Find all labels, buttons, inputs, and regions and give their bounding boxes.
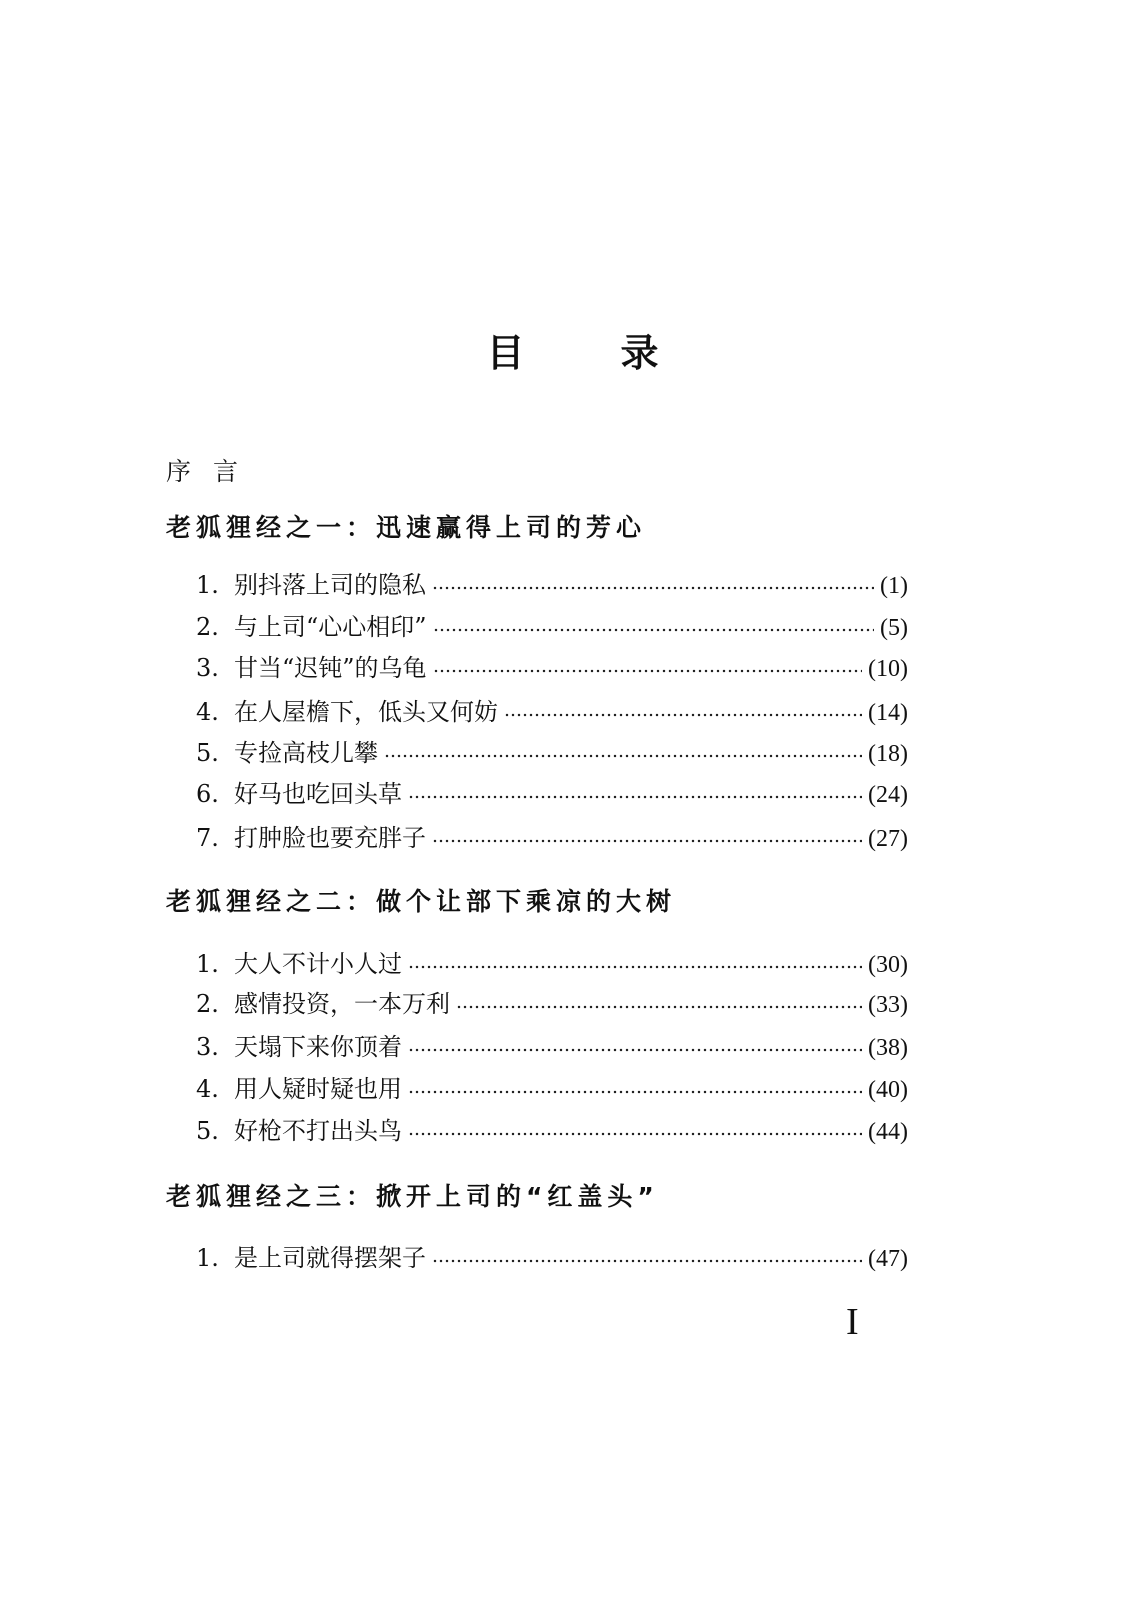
dot-leader <box>504 698 862 718</box>
entry-title: 天塌下来你顶着 <box>234 1033 402 1061</box>
toc-entry[interactable] <box>196 774 908 808</box>
entry-title: 好枪不打出头鸟 <box>234 1117 402 1145</box>
entry-page: (33) <box>868 992 908 1018</box>
section-heading-2[interactable]: 老狐狸经之二：做个让部下乘凉的大树 <box>166 887 677 916</box>
page-title <box>0 322 1145 377</box>
entry-page: (30) <box>868 952 908 978</box>
toc-entry[interactable] <box>196 565 908 599</box>
entry-number: 2. <box>196 613 219 641</box>
entry-number: 6. <box>196 780 219 808</box>
dot-leader <box>408 1075 862 1095</box>
entry-number: 1. <box>196 950 219 978</box>
entry-page: (47) <box>868 1246 908 1272</box>
entry-page: (44) <box>868 1119 908 1145</box>
dot-leader <box>432 824 862 844</box>
entry-page: (10) <box>868 656 908 682</box>
dot-leader <box>456 990 862 1010</box>
dot-leader <box>408 1117 862 1137</box>
dot-leader <box>408 1033 862 1053</box>
entry-title: 在人屋檐下，低头又何妨 <box>234 698 498 726</box>
entry-page: (27) <box>868 826 908 852</box>
section-heading-3[interactable]: 老狐狸经之三：掀开上司的“红盖头” <box>166 1182 659 1211</box>
entry-number: 2. <box>196 990 219 1018</box>
toc-entry[interactable] <box>196 1027 908 1061</box>
entry-title: 感情投资，一本万利 <box>234 990 450 1018</box>
preface-entry[interactable]: 序言 <box>166 457 261 486</box>
dot-leader <box>384 739 862 759</box>
entry-number: 1. <box>196 571 219 599</box>
entry-title: 用人疑时疑也用 <box>234 1075 402 1103</box>
entry-title: 专捡高枝儿攀 <box>234 739 378 767</box>
toc-entry[interactable] <box>196 984 908 1018</box>
toc-entry[interactable] <box>196 607 908 641</box>
toc-entry[interactable] <box>196 818 908 852</box>
entry-title: 好马也吃回头草 <box>234 780 402 808</box>
dot-leader <box>432 1244 862 1264</box>
dot-leader <box>408 950 862 970</box>
entry-number: 4. <box>196 698 219 726</box>
dot-leader <box>408 780 862 800</box>
entry-page: (40) <box>868 1077 908 1103</box>
dot-leader <box>432 571 874 591</box>
entry-title: 与上司“心心相印” <box>234 613 427 641</box>
entry-number: 3. <box>196 654 219 682</box>
entry-page: (1) <box>880 573 908 599</box>
entry-title: 是上司就得摆架子 <box>234 1244 426 1272</box>
toc-entry[interactable] <box>196 1238 908 1272</box>
entry-title: 甘当“迟钝”的乌龟 <box>234 654 427 682</box>
entry-number: 5. <box>196 739 219 767</box>
entry-page: (18) <box>868 741 908 767</box>
entry-number: 7. <box>196 824 219 852</box>
toc-entry[interactable] <box>196 692 908 726</box>
toc-entry[interactable] <box>196 733 908 767</box>
toc-entry[interactable] <box>196 1069 908 1103</box>
toc-entry[interactable] <box>196 944 908 978</box>
entry-page: (38) <box>868 1035 908 1061</box>
entry-number: 3. <box>196 1033 219 1061</box>
dot-leader <box>433 654 862 674</box>
page-number: I <box>846 1301 859 1343</box>
entry-page: (24) <box>868 782 908 808</box>
entry-page: (14) <box>868 700 908 726</box>
section-heading-1[interactable]: 老狐狸经之一：迅速赢得上司的芳心 <box>166 513 647 542</box>
entry-number: 1. <box>196 1244 219 1272</box>
entry-title: 别抖落上司的隐私 <box>234 571 426 599</box>
dot-leader <box>433 613 874 633</box>
title-char-2: 录 <box>620 331 659 375</box>
entry-number: 4. <box>196 1075 219 1103</box>
entry-title: 打肿脸也要充胖子 <box>234 824 426 852</box>
entry-number: 5. <box>196 1117 219 1145</box>
entry-page: (5) <box>880 615 908 641</box>
toc-entry[interactable] <box>196 1111 908 1145</box>
toc-entry[interactable] <box>196 648 908 682</box>
entry-title: 大人不计小人过 <box>234 950 402 978</box>
title-char-1: 目 <box>486 331 525 375</box>
